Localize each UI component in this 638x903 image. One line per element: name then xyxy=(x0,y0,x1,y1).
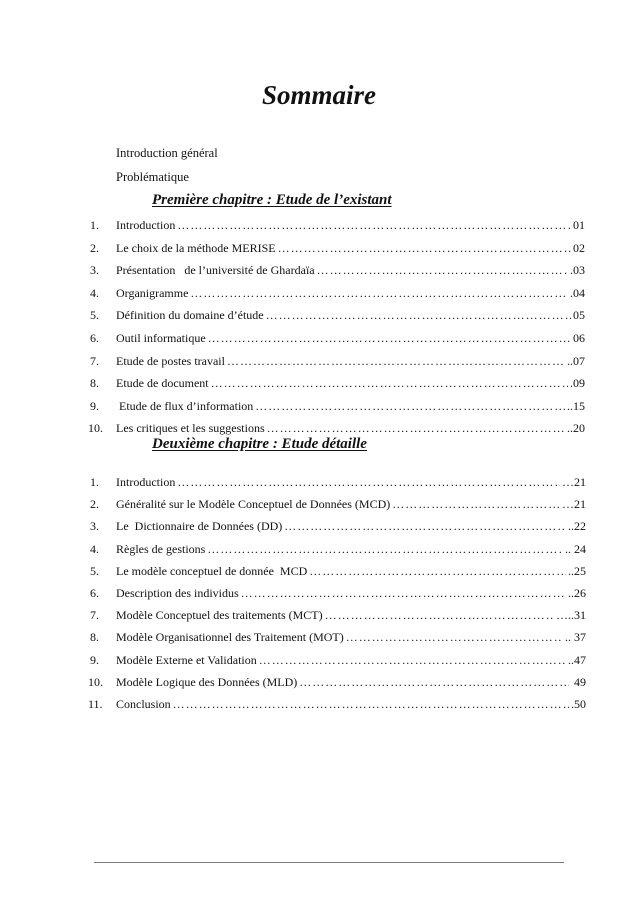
toc-entry-title: Modèle Organisationnel des Traitement (MOT) xyxy=(116,630,344,645)
toc-entry-number: 2. xyxy=(90,497,99,512)
toc-entry-title: Description des individus xyxy=(116,586,239,600)
footer-divider xyxy=(94,862,564,863)
toc-dot-leader xyxy=(177,472,560,492)
toc-entry-line xyxy=(116,494,586,514)
toc-entry-number: 3. xyxy=(90,519,99,534)
toc-entry-title: Introduction xyxy=(116,218,176,232)
toc-entry-number: 4. xyxy=(90,541,99,556)
toc-dot-leader xyxy=(259,650,566,670)
toc-entry-line xyxy=(116,539,586,559)
toc-entry-page: 01 xyxy=(573,218,585,232)
toc-entry-title: Etude de document xyxy=(116,376,209,391)
toc-entry-title: Définition du domaine d’étude xyxy=(116,308,264,323)
toc-entry xyxy=(0,583,638,603)
toc-entry-number: 9. xyxy=(90,652,99,667)
toc-entry-number: 1. xyxy=(90,218,99,232)
toc-entry-number: 6. xyxy=(90,331,99,345)
toc-entry-number: 5. xyxy=(90,308,99,323)
toc-dot-leader xyxy=(255,396,565,416)
toc-dot-leader xyxy=(392,494,560,514)
toc-entry-title: Outil informatique xyxy=(116,331,206,345)
toc-entry-title: Les critiques et les suggestions xyxy=(116,421,265,436)
toc-entry-line xyxy=(116,396,585,416)
toc-entry-line xyxy=(116,516,586,536)
toc-entry-line xyxy=(116,418,585,438)
toc-entry-number: 10. xyxy=(88,421,103,436)
toc-entry-line xyxy=(116,583,586,603)
toc-dot-leader xyxy=(177,215,571,235)
toc-entry xyxy=(0,351,638,371)
toc-entry-number: 9. xyxy=(90,398,99,413)
toc-entry-page: …..31 xyxy=(556,608,586,623)
toc-entry-number: 1. xyxy=(90,475,99,489)
chapter-2-heading: Deuxième chapitre : Etude détaille xyxy=(152,436,367,452)
toc-entry-page: .03 xyxy=(570,263,585,278)
toc-dot-leader xyxy=(309,561,566,581)
toc-entry-line xyxy=(116,605,586,625)
chapter-1-heading: Première chapitre : Etude de l’existant xyxy=(152,192,392,208)
toc-dot-leader xyxy=(266,305,571,325)
toc-entry-title: Présentation de l’université de Ghardaïa xyxy=(116,263,315,278)
toc-dot-leader xyxy=(278,238,571,258)
toc-entry-line xyxy=(116,694,586,714)
toc-entry-page: ..47 xyxy=(568,652,586,667)
toc-entry xyxy=(0,472,638,492)
intro-item-problematique: Problématique xyxy=(116,170,189,184)
toc-entry-line xyxy=(116,561,586,581)
toc-entry-line xyxy=(116,283,585,303)
toc-entry-line xyxy=(116,328,585,348)
toc-entry-page: .. 37 xyxy=(565,630,586,645)
toc-entry-line xyxy=(116,627,586,647)
toc-entry-title: Généralité sur le Modèle Conceptuel de Données (MCD) xyxy=(116,497,391,512)
toc-entry xyxy=(0,539,638,559)
toc-dot-leader xyxy=(227,351,565,371)
toc-entry-line xyxy=(116,351,585,371)
toc-entry-page: .. 24 xyxy=(565,541,586,556)
toc-entry-title: Etude de postes travail xyxy=(116,353,225,368)
toc-entry-page: .04 xyxy=(570,285,585,300)
toc-entry-page: …21 xyxy=(562,497,586,512)
toc-entry xyxy=(0,260,638,280)
toc-entry-title: Organigramme xyxy=(116,285,189,300)
toc-entry-title: Etude de flux d’information xyxy=(116,398,254,413)
toc-entry-page: .50 xyxy=(571,697,586,711)
toc-dot-leader xyxy=(317,260,568,280)
toc-entry-title: Modèle Conceptuel des traitements (MCT) xyxy=(116,608,323,623)
toc-entry xyxy=(0,373,638,393)
toc-entry-page: ..07 xyxy=(567,353,585,368)
toc-dot-leader xyxy=(211,373,568,393)
toc-entry-page: ..22 xyxy=(568,519,586,534)
toc-dot-leader xyxy=(207,539,563,559)
toc-entry-page: …21 xyxy=(562,475,586,489)
toc-entry-title: Modèle Externe et Validation xyxy=(116,652,257,667)
toc-entry xyxy=(0,396,638,416)
toc-entry xyxy=(0,516,638,536)
toc-entry-line xyxy=(116,305,585,325)
toc-entry xyxy=(0,561,638,581)
toc-entry-line xyxy=(116,650,586,670)
toc-entry-number: 7. xyxy=(90,608,99,623)
toc-dot-leader xyxy=(241,583,566,603)
toc-entry-line xyxy=(116,260,585,280)
toc-entry-line xyxy=(116,472,586,492)
toc-entry xyxy=(0,605,638,625)
page-title: Sommaire xyxy=(261,80,376,110)
toc-entry-number: 2. xyxy=(90,240,99,255)
toc-entry-title: Modèle Logique des Données (MLD) xyxy=(116,674,298,689)
toc-entry-page: 02 xyxy=(573,240,585,255)
toc-entry-title: Le choix de la méthode MERISE xyxy=(116,240,276,255)
toc-entry-number: 3. xyxy=(90,263,99,278)
toc-entry xyxy=(0,215,638,235)
toc-entry-title: Introduction xyxy=(116,475,176,489)
toc-entry-page: ..26 xyxy=(568,586,586,600)
toc-entry-title: Règles de gestions xyxy=(116,541,206,556)
toc-entry-number: 8. xyxy=(90,630,99,645)
toc-entry-number: 5. xyxy=(90,563,99,578)
toc-entry-title: Le Dictionnaire de Données (DD) xyxy=(116,519,283,534)
toc-entry-page: 49 xyxy=(571,674,586,689)
toc-dot-leader xyxy=(190,283,568,303)
toc-entry-page: 06 xyxy=(573,331,585,345)
toc-entry-page: ..25 xyxy=(568,563,586,578)
toc-entry-page: ..15 xyxy=(567,398,585,413)
toc-entry xyxy=(0,494,638,514)
toc-entry-line xyxy=(116,672,586,692)
toc-dot-leader xyxy=(299,672,569,692)
toc-entry xyxy=(0,418,638,438)
toc-entry-page: 05 xyxy=(573,308,585,323)
toc-dot-leader xyxy=(346,627,563,647)
toc-entry-number: 10. xyxy=(88,674,103,689)
toc-entry-page: .09 xyxy=(570,376,585,391)
toc-entry-line xyxy=(116,215,585,235)
toc-entry-number: 7. xyxy=(90,353,99,368)
toc-entry-title: Conclusion xyxy=(116,697,171,711)
toc-dot-leader xyxy=(284,516,566,536)
toc-entry xyxy=(0,672,638,692)
toc-entry-page: ..20 xyxy=(567,421,585,436)
toc-entry-line xyxy=(116,238,585,258)
toc-entry-title: Le modèle conceptuel de donnée MCD xyxy=(116,563,308,578)
intro-item-introduction: Introduction général xyxy=(116,146,218,160)
toc-entry xyxy=(0,305,638,325)
toc-entry xyxy=(0,627,638,647)
toc-dot-leader xyxy=(267,418,565,438)
toc-entry-number: 4. xyxy=(90,285,99,300)
toc-entry xyxy=(0,238,638,258)
toc-dot-leader xyxy=(208,328,571,348)
toc-entry-number: 11. xyxy=(88,697,103,711)
toc-entry xyxy=(0,650,638,670)
toc-entry xyxy=(0,283,638,303)
toc-entry xyxy=(0,694,638,714)
toc-dot-leader xyxy=(325,605,554,625)
toc-entry-number: 8. xyxy=(90,376,99,391)
toc-entry-number: 6. xyxy=(90,586,99,600)
toc-entry-line xyxy=(116,373,585,393)
toc-dot-leader xyxy=(173,694,569,714)
toc-entry xyxy=(0,328,638,348)
